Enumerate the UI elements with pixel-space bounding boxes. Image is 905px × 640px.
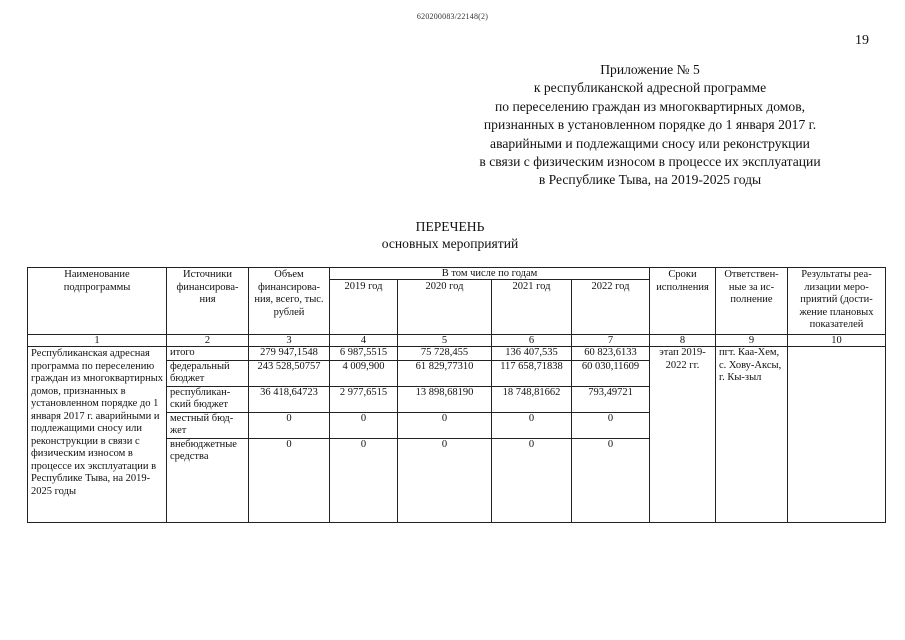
row-2020: 13 898,68190 bbox=[398, 386, 492, 412]
appendix-line: в Республике Тыва, на 2019-2025 годы bbox=[538, 172, 762, 188]
row-2019: 0 bbox=[330, 412, 398, 438]
row-2020: 0 bbox=[398, 412, 492, 438]
row-2019: 4 009,900 bbox=[330, 360, 398, 386]
appendix-line: Приложение № 5 bbox=[600, 62, 700, 77]
column-number: 4 bbox=[330, 335, 398, 347]
row-total: 0 bbox=[249, 412, 330, 438]
document-title: ПЕРЕЧЕНЬ bbox=[415, 219, 485, 234]
row-2022: 0 bbox=[572, 412, 650, 438]
header-responsible: Ответствен-ные за ис-полнение bbox=[716, 268, 788, 335]
appendix-heading bbox=[440, 61, 860, 190]
header-year-2022: 2022 год bbox=[572, 280, 650, 335]
column-number: 5 bbox=[398, 335, 492, 347]
column-number: 9 bbox=[716, 335, 788, 347]
header-volume: Объем финансирова-ния, всего, тыс. рублей bbox=[249, 268, 330, 335]
row-2021: 136 407,535 bbox=[492, 347, 572, 361]
header-name: Наименование подпрограммы bbox=[28, 268, 167, 335]
terms-value: этап 2019-2022 гг. bbox=[650, 347, 716, 523]
row-source: федеральный бюджет bbox=[167, 360, 249, 386]
appendix-line: в связи с физическим износом в процессе их эксплуатации bbox=[479, 154, 821, 170]
row-2020: 0 bbox=[398, 438, 492, 522]
column-number: 7 bbox=[572, 335, 650, 347]
row-2022: 60 030,11609 bbox=[572, 360, 650, 386]
responsible-value: пгт. Каа-Хем, с. Хову-Аксы, г. Кы-зыл bbox=[716, 347, 788, 523]
row-total: 36 418,64723 bbox=[249, 386, 330, 412]
column-number: 1 bbox=[28, 335, 167, 347]
results-value bbox=[788, 347, 886, 523]
column-numbers-row bbox=[28, 335, 886, 347]
header-year-2019: 2019 год bbox=[330, 280, 398, 335]
document-subtitle: основных мероприятий bbox=[381, 236, 519, 251]
row-source: итого bbox=[167, 347, 249, 361]
subprogram-name: Республиканская адресная программа по переселению граждан из многоквартирных домов, признанных в установленном порядке до 1 января 2017 г. аварийными и подлежащими сносу или реконструкции в связи с физическим износом в процессе их эксплуатации в Республике Тыва, на 2019-2025 годы bbox=[28, 347, 167, 523]
row-source: республикан-ский бюджет bbox=[167, 386, 249, 412]
row-2021: 0 bbox=[492, 438, 572, 522]
row-2019: 0 bbox=[330, 438, 398, 522]
column-number: 6 bbox=[492, 335, 572, 347]
header-results: Результаты реа-лизации меро-приятий (дости-жение плановых показателей bbox=[788, 268, 886, 335]
row-2022: 0 bbox=[572, 438, 650, 522]
column-number: 8 bbox=[650, 335, 716, 347]
appendix-line: по переселению граждан из многоквартирных домов, bbox=[494, 98, 806, 114]
row-2019: 2 977,6515 bbox=[330, 386, 398, 412]
row-2022: 60 823,6133 bbox=[572, 347, 650, 361]
page-number: 19 bbox=[855, 33, 869, 48]
header-year-2021: 2021 год bbox=[492, 280, 572, 335]
table-row bbox=[28, 347, 886, 361]
row-2022: 793,49721 bbox=[572, 386, 650, 412]
row-2021: 18 748,81662 bbox=[492, 386, 572, 412]
header-terms: Сроки исполнения bbox=[650, 268, 716, 335]
row-2021: 117 658,71838 bbox=[492, 360, 572, 386]
row-2020: 61 829,77310 bbox=[398, 360, 492, 386]
appendix-line: признанных в установленном порядке до 1 января 2017 г. bbox=[483, 117, 817, 133]
column-number: 2 bbox=[167, 335, 249, 347]
row-total: 279 947,1548 bbox=[249, 347, 330, 361]
row-total: 0 bbox=[249, 438, 330, 522]
row-total: 243 528,50757 bbox=[249, 360, 330, 386]
column-number: 3 bbox=[249, 335, 330, 347]
header-row bbox=[28, 268, 886, 280]
row-2019: 6 987,5515 bbox=[330, 347, 398, 361]
activities-table bbox=[27, 267, 886, 523]
row-source: местный бюд-жет bbox=[167, 412, 249, 438]
column-number: 10 bbox=[788, 335, 886, 347]
row-2021: 0 bbox=[492, 412, 572, 438]
header-by-years: В том числе по годам bbox=[330, 268, 650, 280]
document-id: 620200083/22148(2) bbox=[416, 12, 489, 21]
row-source: внебюджетные средства bbox=[167, 438, 249, 522]
appendix-line: аварийными и подлежащими сносу или реконструкции bbox=[490, 135, 810, 151]
row-2020: 75 728,455 bbox=[398, 347, 492, 361]
appendix-line: к республиканской адресной программе bbox=[533, 80, 767, 96]
header-year-2020: 2020 год bbox=[398, 280, 492, 335]
header-sources: Источники финансирова-ния bbox=[167, 268, 249, 335]
